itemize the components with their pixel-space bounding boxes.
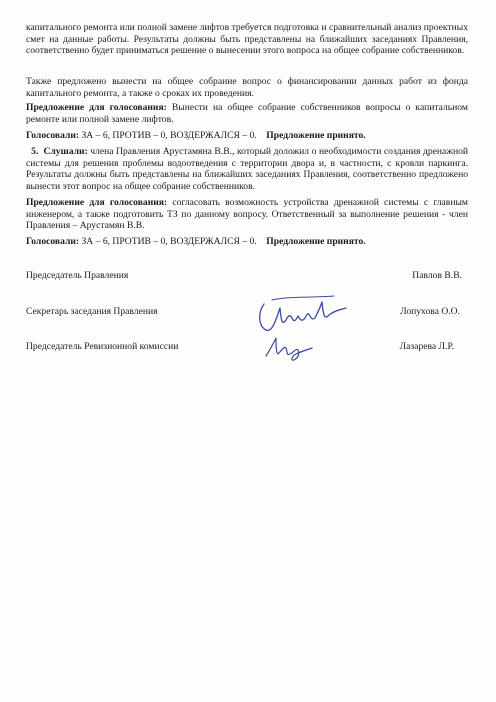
vote-label: Голосовали: — [26, 130, 80, 141]
paragraph-financing — [26, 76, 468, 99]
vote-counts: ЗА – 6, ПРОТИВ – 0, ВОЗДЕРЖАЛСЯ – 0. — [79, 236, 257, 247]
voting-proposal-2 — [26, 197, 468, 232]
signature-row-secretary — [26, 306, 468, 320]
paragraph-text: капитального ремонта или полной замене лифтов требуется подготовка и сравнительный анализ проектных смет на данные работы. Результаты должны быть представлены на ближайших заседаниях Правления, соответственно будет приниматься решение о вынесении этого вопроса на общее собрание собственников. — [26, 22, 468, 57]
vote-outcome: Предложение принято. — [266, 130, 366, 141]
proposal-text: согласовать возможность устройства дренажной системы с главным инженером, а также подготовить ТЗ по данному вопросу. Ответственный за выполнение решения - член Правления – Арустамян В.В. — [26, 197, 468, 232]
item-label: Слушали: — [43, 146, 88, 157]
audit-signature-image — [260, 330, 320, 364]
signer-role: Председатель Правления — [26, 270, 129, 281]
paragraph-text: Также предложено вынести на общее собрание вопрос о финансировании данных работ из фонда капитального ремонта, а также о сроках их проведения. — [26, 76, 468, 99]
vote-counts: ЗА – 6, ПРОТИВ – 0, ВОЗДЕРЖАЛСЯ – 0. — [79, 130, 257, 141]
proposal-label: Предложение для голосования: — [26, 102, 167, 113]
vote-result-2 — [26, 236, 468, 248]
vote-label: Голосовали: — [26, 236, 80, 247]
item-text: члена Правления Арустамяна В.В., который доложил о необходимости создания дренажной системы для решения проблемы водоотведения с территории двора и, в частности, с кровли паркинга. Результаты должны быть представлены на ближайших заседаниях Правления, соответственно предложено вынести этот вопрос на общее собрание собственников. — [26, 146, 469, 192]
signer-name: Лопухова О.О. — [400, 306, 460, 317]
signer-name: Павлов В.В. — [412, 270, 462, 281]
item-number: 5. — [31, 146, 39, 157]
signer-role: Председатель Ревизионной комиссии — [26, 341, 179, 352]
agenda-item-5 — [26, 146, 468, 192]
signer-role: Секретарь заседания Правления — [26, 306, 158, 317]
signer-name: Лазарева Л.Р. — [399, 341, 454, 352]
signature-row-chairman — [26, 270, 468, 284]
proposal-label: Предложение для голосования: — [26, 197, 168, 208]
voting-proposal-1 — [26, 102, 468, 125]
signature-row-audit — [26, 341, 468, 355]
vote-result-1 — [26, 130, 468, 142]
vote-outcome: Предложение принято. — [266, 236, 366, 247]
proposal-text: Вынести на общее собрание собственников вопросы о капитальном ремонте или полной замене лифтов. — [26, 102, 468, 125]
paragraph-lift-repair — [26, 22, 468, 57]
